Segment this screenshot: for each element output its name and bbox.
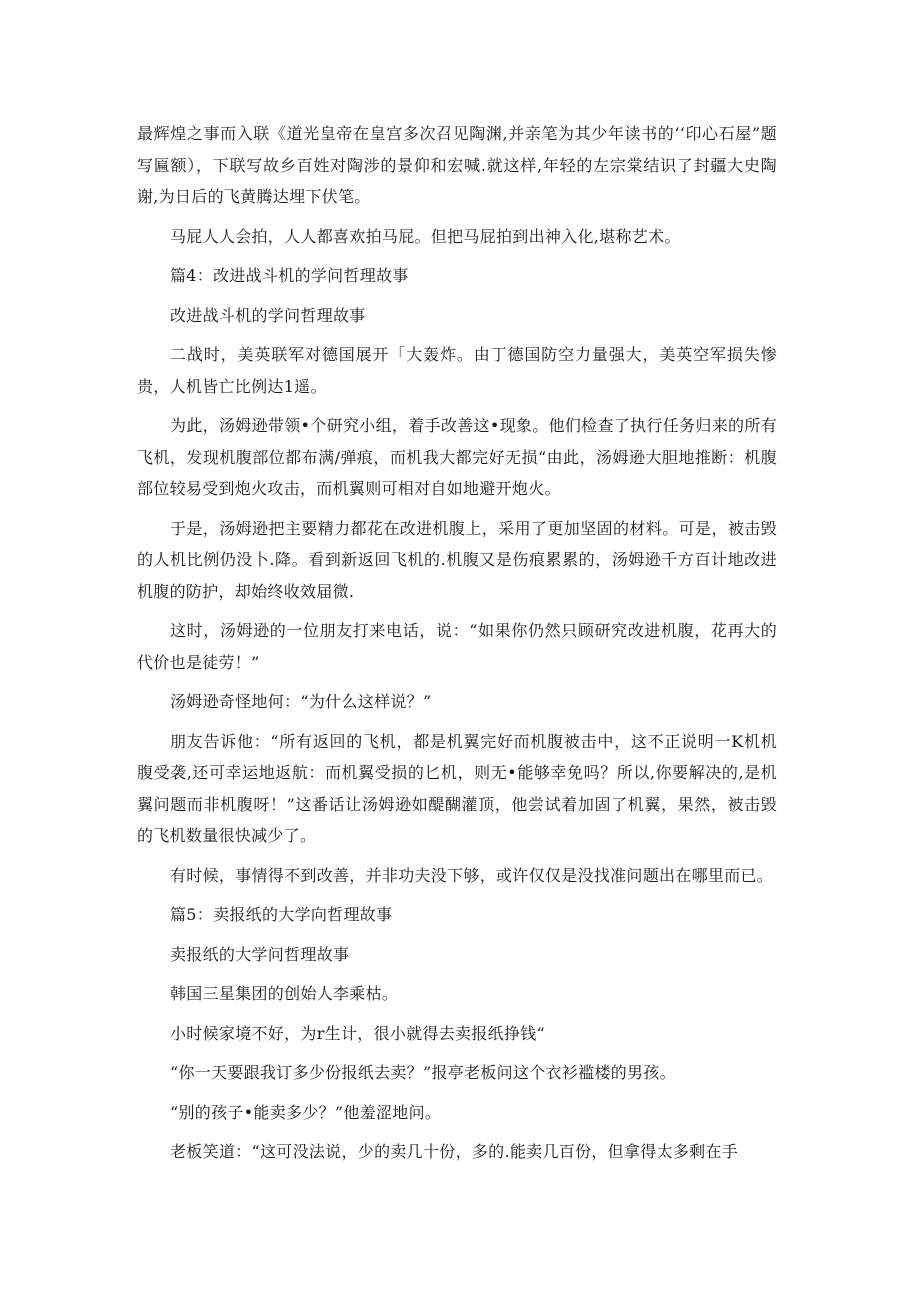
story-title-newspaper: 卖报纸的大学问哲理故事 bbox=[170, 944, 350, 964]
paragraph-thomson-study: 为此，汤姆逊带领•个研究小组，着手改善这•现象。他们检查了执行任务归来的所有飞机，发现机腹部位都布满/弹痕，而机我大都完好无损“由此，汤姆逊大胆地推断：机腹部位较易受到炮火攻击，而机翼则可相对自如地避开炮火。 bbox=[137, 416, 777, 498]
paragraph-samsung-founder: 韩国三星集团的创始人李乘枯。 bbox=[170, 984, 399, 1003]
paragraph-friend-explains: 朋友告诉他：“所有返回的飞机，都是机翼完好而机腹被击中，这不正说明一K机机腹受袭,还可幸运地返航：而机翼受损的匕机，则无•能够幸免吗？所以,你要解决的,是机翼问题而非机腹呀！”这番话让汤姆逊如醍醐灌顶，他尝试着加固了机翼，果然，被击毁的飞机数量很快减少了。 bbox=[137, 731, 777, 845]
paragraph-thomson-question: 汤姆逊奇怪地何：“为什么这样说？” bbox=[170, 692, 432, 711]
paragraph-boss-question: “你一天要跟我订多少份报纸去卖？”报亭老板问这个衣衫褴楼的男孩。 bbox=[170, 1063, 676, 1082]
story-title-fighter-jet: 改进战斗机的学问哲理故事 bbox=[170, 305, 366, 325]
section-heading-4: 篇4：改进战斗机的学问哲理故事 bbox=[170, 266, 409, 285]
paragraph-friend-call: 这时，汤姆逊的一位朋友打来电话，说：“如果你仍然只顾研究改进机腹，花再大的代价也是徒劳！” bbox=[137, 621, 777, 672]
paragraph-boy-question: “别的孩子•能卖多少？”他羞涩地问。 bbox=[170, 1102, 442, 1122]
paragraph-boss-answer: 老板笑道：“这可没法说，少的卖几十份，多的.能卖几百份，但拿得太多剩在手 bbox=[170, 1142, 739, 1161]
paragraph-moral: 有时候，事情得不到改善，并非功夫没下够，或许仅仅是没找准问题出在哪里而已。 bbox=[170, 865, 774, 885]
paragraph-reinforce-belly: 于是，汤姆逊把主要精力都花在改进机腹上，采用了更加坚固的材料。可是，被击毁的人机比例仍没卜.降。看到新返回飞机的.机腹又是伤痕累累的，汤姆逊千方百计地改进机腹的防护，却始终收效届微. bbox=[137, 518, 777, 601]
paragraph-childhood: 小时候家境不好，为r生计，很小就得去卖报纸挣钱“ bbox=[170, 1023, 546, 1043]
section-heading-5: 篇5：卖报纸的大学向哲理故事 bbox=[170, 905, 393, 924]
paragraph-intro-continuation: 最辉煌之事而入联《道光皇帝在皇宫多次召见陶渊,并亲笔为其少年读书的‘‘印心石屋”题写匾额），下联写故乡百姓对陶涉的景仰和宏喊.就这样,年轻的左宗棠结识了封疆大史陶谢,为日后的飞黄腾达埋下伏笔。 bbox=[137, 124, 777, 206]
document-page bbox=[137, 118, 777, 1168]
paragraph-flattery-art: 马屁人人会拍，人人都喜欢拍马屁。但把马屁拍到出神入化,堪称艺术。 bbox=[170, 226, 681, 246]
paragraph-ww2-bombing: 二战时，美英联军对德国展开「大轰炸。由丁德国防空力量强大，美英空军损失惨贵，人机皆亡比例达1遥。 bbox=[137, 345, 777, 396]
